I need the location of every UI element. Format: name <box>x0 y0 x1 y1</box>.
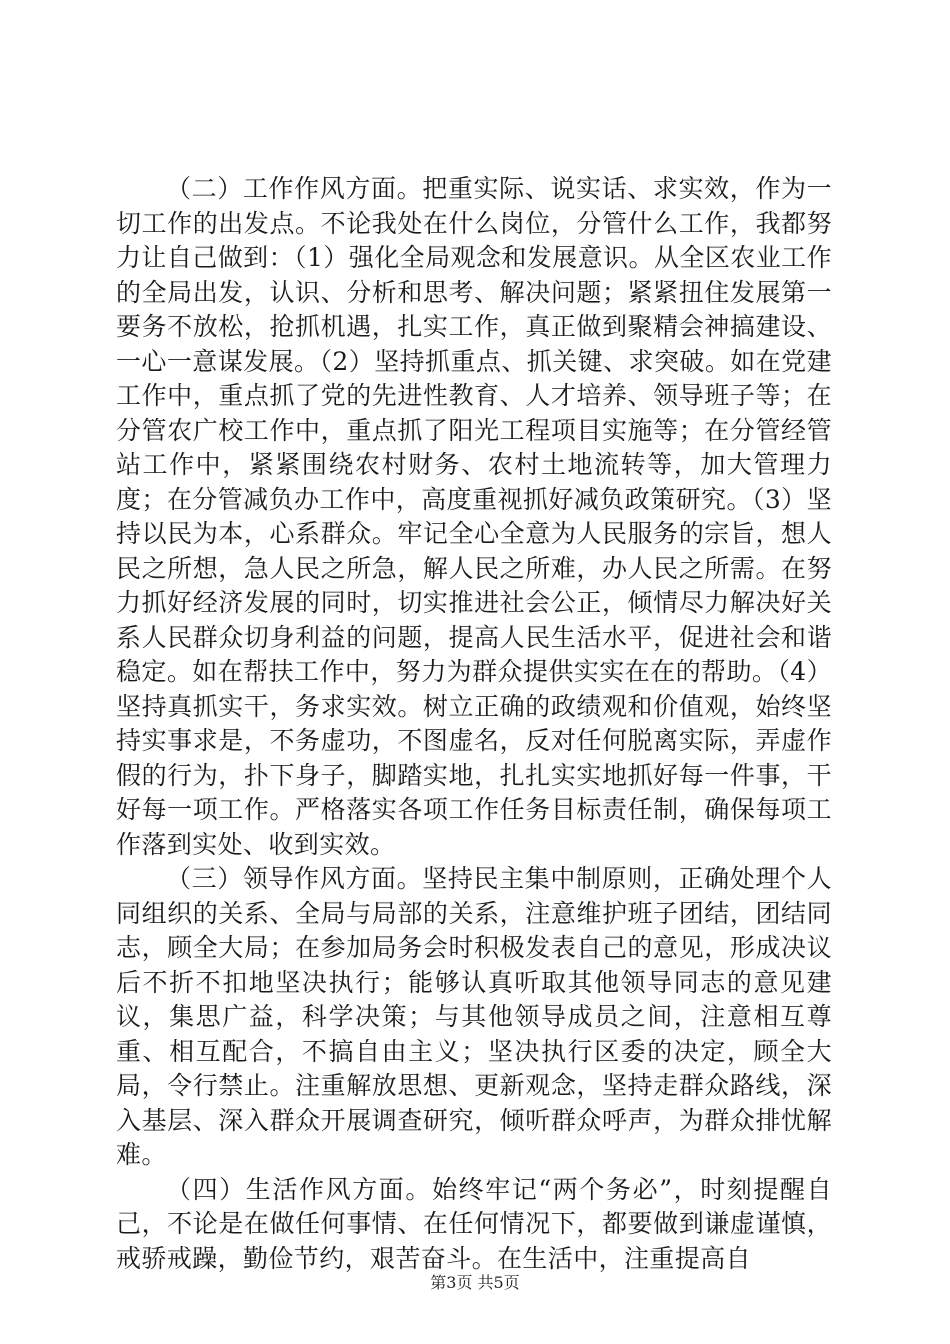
paragraph-leadership-style: （三）领导作风方面。坚持民主集中制原则，正确处理个人同组织的关系、全局与局部的关系，注意维护班子团结，团结同志，顾全大局；在参加局务会时积极发表自己的意见，形成决议后不折不扣地坚决执行；能够认真听取其他领导同志的意见建议，集思广益，科学决策；与其他领导成员之间，注意相互尊重、相互配合，不搞自由主义；坚决执行区委的决定，顾全大局，令行禁止。注重解放思想、更新观念，坚持走群众路线，深入基层、深入群众开展调查研究，倾听群众呼声，为群众排忧解难。 <box>116 864 832 1169</box>
document-body <box>116 172 832 1276</box>
page-number-footer: 第3页 共5页 <box>430 1273 520 1292</box>
paragraph-work-style: （二）工作作风方面。把重实际、说实话、求实效，作为一切工作的出发点。不论我处在什么岗位，分管什么工作，我都努力让自己做到：（1）强化全局观念和发展意识。从全区农业工作的全局出发，认识、分析和思考、解决问题；紧紧扭住发展第一要务不放松，抢抓机遇，扎实工作，真正做到聚精会神搞建设、一心一意谋发展。（2）坚持抓重点、抓关键、求突破。如在党建工作中，重点抓了党的先进性教育、人才培养、领导班子等；在分管农广校工作中，重点抓了阳光工程项目实施等；在分管经管站工作中，紧紧围绕农村财务、农村土地流转等，加大管理力度；在分管减负办工作中，高度重视抓好减负政策研究。（3）坚持以民为本，心系群众。牢记全心全意为人民服务的宗旨，想人民之所想，急人民之所急，解人民之所难，办人民之所需。在努力抓好经济发展的同时，切实推进社会公正，倾情尽力解决好关系人民群众切身利益的问题，提高人民生活水平，促进社会和谐稳定。如在帮扶工作中，努力为群众提供实实在在的帮助。（4）坚持真抓实干，务求实效。树立正确的政绩观和价值观，始终坚持实事求是，不务虚功，不图虚名，反对任何脱离实际，弄虚作假的行为，扑下身子，脚踏实地，扎扎实实地抓好每一件事，干好每一项工作。严格落实各项工作任务目标责任制，确保每项工作落到实处、收到实效。 <box>116 174 832 859</box>
paragraph-life-style: （四）生活作风方面。始终牢记“两个务必”，时刻提醒自己，不论是在做任何事情、在任何情况下，都要做到谦虚谨慎，戒骄戒躁，勤俭节约，艰苦奋斗。在生活中，注重提高自 <box>116 1174 832 1273</box>
